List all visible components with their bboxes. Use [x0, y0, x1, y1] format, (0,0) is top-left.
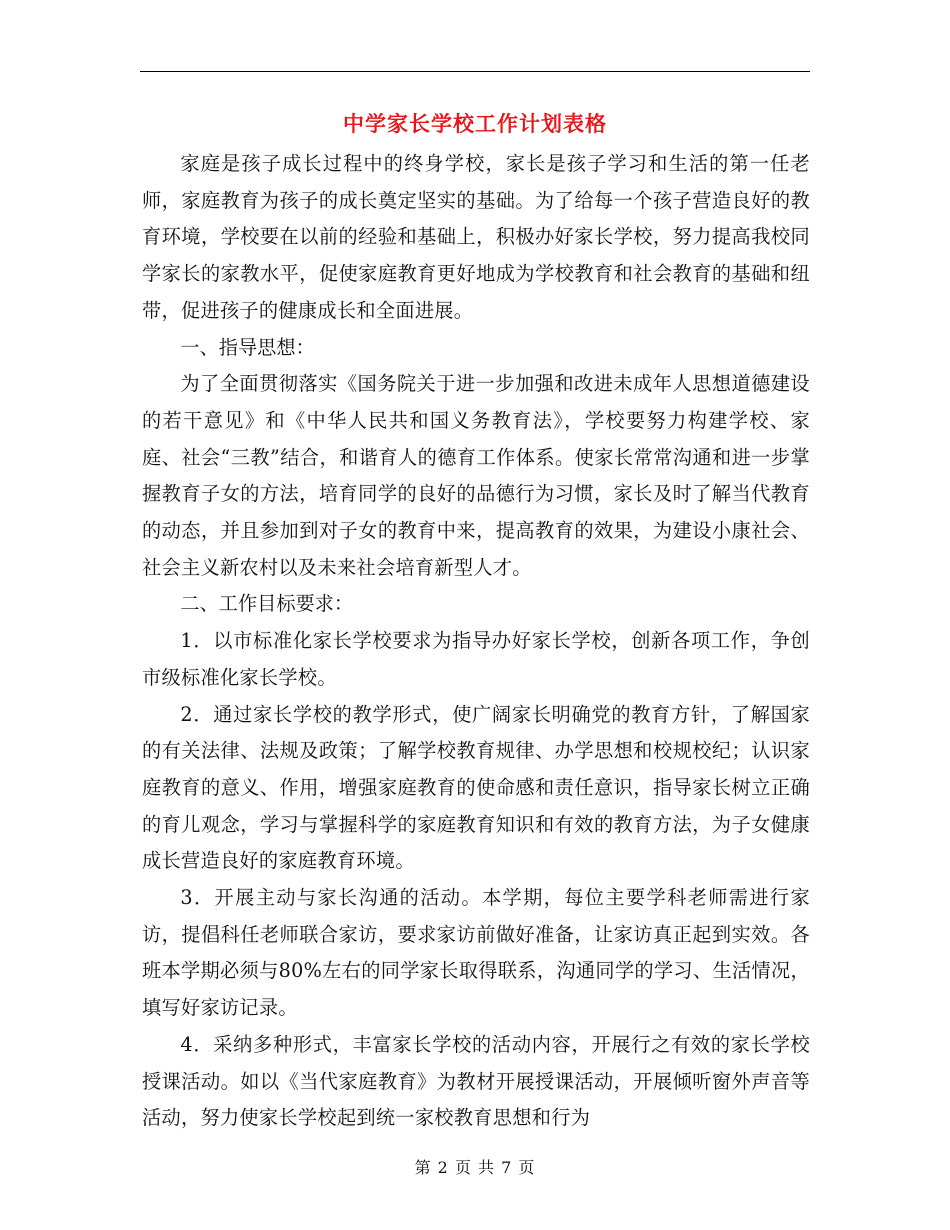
work-goal-item-4: 4．采纳多种形式，丰富家长学校的活动内容，开展行之有效的家长学校授课活动。如以《当代家庭教育》为教材开展授课活动，开展倾听窗外声音等活动，努力使家长学校起到统一家校教育思想和行为 — [142, 1032, 810, 1130]
work-goal-item-1: 1．以市标准化家长学校要求为指导办好家长学校，创新各项工作，争创市级标准化家长学校。 — [142, 629, 810, 689]
document-title: 中学家长学校工作计划表格 — [343, 111, 607, 136]
section-heading-work-goals: 二、工作目标要求： — [180, 592, 354, 616]
work-goal-item-2: 2．通过家长学校的教学形式，使广阔家长明确党的教育方针，了解国家的有关法律、法规及政策；了解学校教育规律、办学思想和校规校纪；认识家庭教育的意义、作用，增强家庭教育的使命感和责任意识，指导家长树立正确的育儿观念，学习与掌握科学的家庭教育知识和有效的教育方法，为子女健康成长营造良好的家庭教育环境。 — [142, 702, 810, 873]
page-number-footer: 第 2 页 共 7 页 — [414, 1158, 536, 1177]
work-goal-item-3: 3．开展主动与家长沟通的活动。本学期，每位主要学科老师需进行家访，提倡科任老师联合家访，要求家访前做好准备，让家访真正起到实效。各班本学期必须与80%左右的同学家长取得联系，沟通同学的学习、生活情况，填写好家访记录。 — [142, 886, 810, 1020]
guiding-principles-paragraph: 为了全面贯彻落实《国务院关于进一步加强和改进未成年人思想道德建设的若干意见》和《中华人民共和国义务教育法》，学校要努力构建学校、家庭、社会“三教”结合，和谐育人的德育工作体系。使家长常常沟通和进一步掌握教育子女的方法，培育同学的良好的品德行为习惯，家长及时了解当代教育的动态，并且参加到对子女的教育中来，提高教育的效果，为建设小康社会、社会主义新农村以及未来社会培育新型人才。 — [142, 372, 810, 579]
document-body — [142, 146, 810, 1137]
section-heading-guiding-principles: 一、指导思想： — [180, 335, 315, 359]
intro-paragraph: 家庭是孩子成长过程中的终身学校，家长是孩子学习和生活的第一任老师，家庭教育为孩子的成长奠定坚实的基础。为了给每一个孩子营造良好的教育环境，学校要在以前的经验和基础上，积极办好家长学校，努力提高我校同学家长的家教水平，促使家庭教育更好地成为学校教育和社会教育的基础和纽带，促进孩子的健康成长和全面进展。 — [142, 152, 810, 322]
header-rule — [140, 71, 810, 72]
